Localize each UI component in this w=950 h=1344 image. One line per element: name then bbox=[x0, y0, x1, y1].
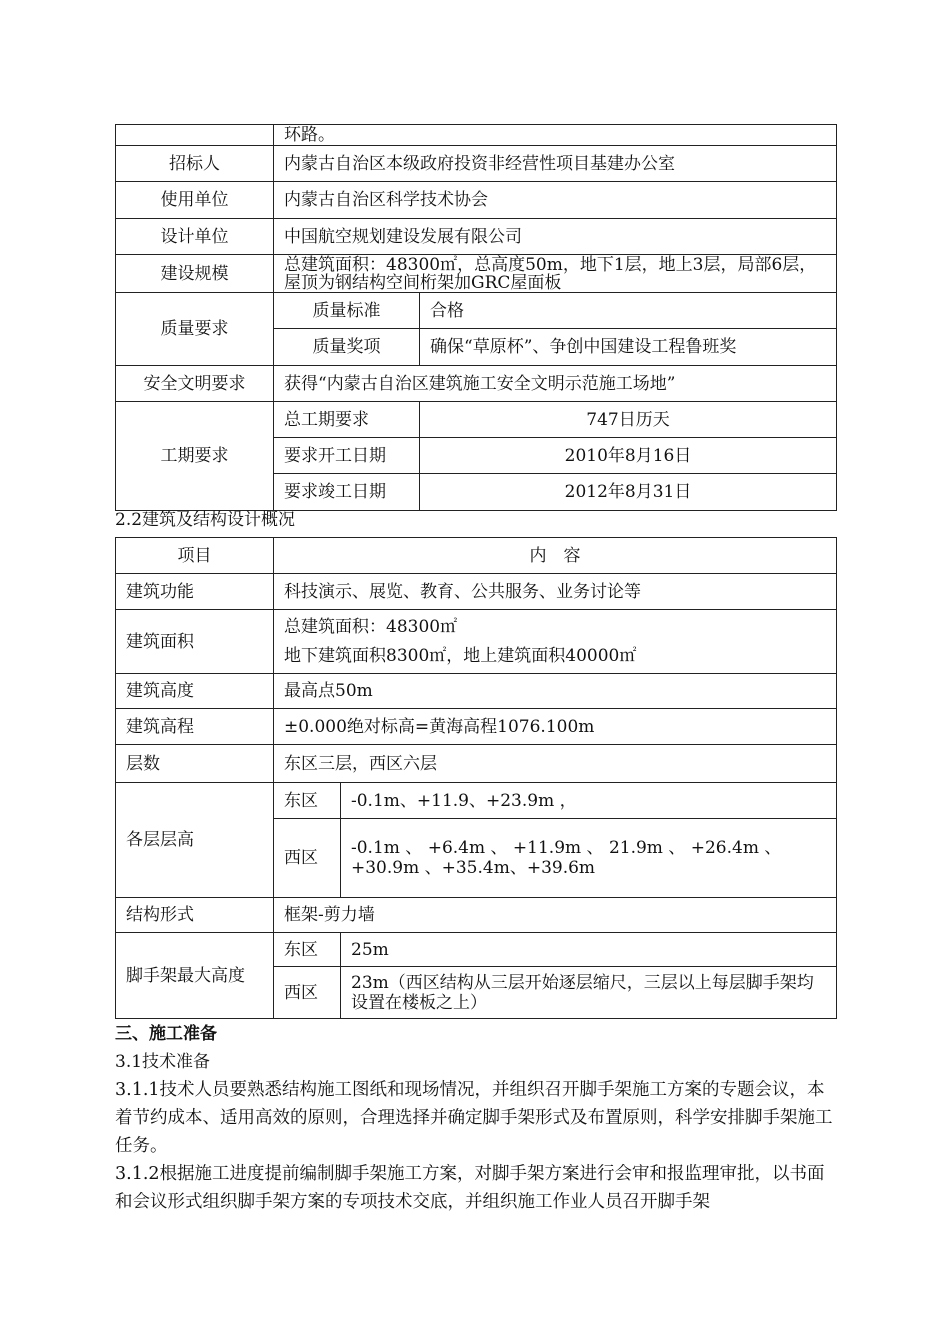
quality-award-value: 确保“草原杯”、争创中国建设工程鲁班奖 bbox=[420, 329, 837, 366]
design-value: 中国航空规划建设发展有限公司 bbox=[274, 219, 837, 255]
total-period-label: 总工期要求 bbox=[274, 402, 420, 438]
end-date-label: 要求竣工日期 bbox=[274, 474, 420, 511]
scale-value: 总建筑面积：48300㎡，总高度50m，地下1层，地上3层，局部6层，屋顶为钢结构空间桁架加GRC屋面板 bbox=[274, 255, 837, 293]
storey-height-label: 各层层高 bbox=[116, 783, 274, 898]
area-total: 总建筑面积：48300㎡ bbox=[284, 616, 458, 637]
area-value bbox=[274, 610, 837, 674]
area-label: 建筑面积 bbox=[116, 610, 274, 674]
scaffold-west-value: 23m（西区结构从三层开始逐层缩尺，三层以上每层脚手架均设置在楼板之上） bbox=[341, 967, 837, 1019]
scale-label: 建设规模 bbox=[116, 255, 274, 293]
table-cell bbox=[116, 125, 274, 146]
scaffold-height-label: 脚手架最大高度 bbox=[116, 933, 274, 1019]
area-split: 地下建筑面积8300㎡，地上建筑面积40000㎡ bbox=[284, 645, 637, 666]
quality-std-label: 质量标准 bbox=[274, 293, 420, 329]
start-date-value: 2010年8月16日 bbox=[420, 438, 837, 474]
elevation-value: ±0.000绝对标高=黄海高程1076.100m bbox=[274, 709, 837, 745]
period-label: 工期要求 bbox=[116, 402, 274, 511]
scaffold-east-value: 25m bbox=[341, 933, 837, 967]
scaffold-east-label: 东区 bbox=[274, 933, 341, 967]
user-value: 内蒙古自治区科学技术协会 bbox=[274, 182, 837, 219]
func-label: 建筑功能 bbox=[116, 574, 274, 610]
section-heading-2-2: 2.2建筑及结构设计概况 bbox=[115, 510, 296, 530]
floors-label: 层数 bbox=[116, 745, 274, 783]
safety-label: 安全文明要求 bbox=[116, 366, 274, 402]
height-value: 最高点50m bbox=[274, 674, 837, 709]
section-heading-3: 三、施工准备 bbox=[115, 1024, 217, 1044]
header-item: 项目 bbox=[116, 538, 274, 574]
total-period-value: 747日历天 bbox=[420, 402, 837, 438]
user-label: 使用单位 bbox=[116, 182, 274, 219]
start-date-label: 要求开工日期 bbox=[274, 438, 420, 474]
bidder-label: 招标人 bbox=[116, 146, 274, 182]
floors-value: 东区三层，西区六层 bbox=[274, 745, 837, 783]
paragraph-3-1-1: 3.1.1技术人员要熟悉结构施工图纸和现场情况，并组织召开脚手架施工方案的专题会议，本着节约成本、适用高效的原则，合理选择并确定脚手架形式及布置原则，科学安排脚手架施工任务。 bbox=[115, 1080, 833, 1156]
structure-label: 结构形式 bbox=[116, 898, 274, 933]
design-overview-table bbox=[115, 537, 837, 1019]
quality-label: 质量要求 bbox=[116, 293, 274, 366]
table-cell: 环路。 bbox=[274, 125, 837, 146]
header-content: 内 容 bbox=[274, 538, 837, 574]
structure-value: 框架-剪力墙 bbox=[274, 898, 837, 933]
bidder-value: 内蒙古自治区本级政府投资非经营性项目基建办公室 bbox=[274, 146, 837, 182]
quality-award-label: 质量奖项 bbox=[274, 329, 420, 366]
paragraph-3-1-2: 3.1.2根据施工进度提前编制脚手架施工方案，对脚手架方案进行会审和报监理审批，以书面和会议形式组织脚手架方案的专项技术交底，并组织施工作业人员召开脚手架 bbox=[115, 1164, 825, 1212]
func-value: 科技演示、展览、教育、公共服务、业务讨论等 bbox=[274, 574, 837, 610]
height-label: 建筑高度 bbox=[116, 674, 274, 709]
section-heading-3-1: 3.1技术准备 bbox=[115, 1052, 211, 1072]
west-zone-label: 西区 bbox=[274, 819, 341, 898]
end-date-value: 2012年8月31日 bbox=[420, 474, 837, 511]
scaffold-west-label: 西区 bbox=[274, 967, 341, 1019]
east-zone-label: 东区 bbox=[274, 783, 341, 819]
elevation-label: 建筑高程 bbox=[116, 709, 274, 745]
safety-value: 获得“内蒙古自治区建筑施工安全文明示范施工场地” bbox=[274, 366, 837, 402]
project-info-table bbox=[115, 124, 837, 511]
design-label: 设计单位 bbox=[116, 219, 274, 255]
quality-std-value: 合格 bbox=[420, 293, 837, 329]
west-storey-value: -0.1m 、 +6.4m 、 +11.9m 、 21.9m 、 +26.4m 、 +30.9m 、+35.4m、+39.6m bbox=[341, 819, 837, 898]
east-storey-value: -0.1m、+11.9、+23.9m ， bbox=[341, 783, 837, 819]
